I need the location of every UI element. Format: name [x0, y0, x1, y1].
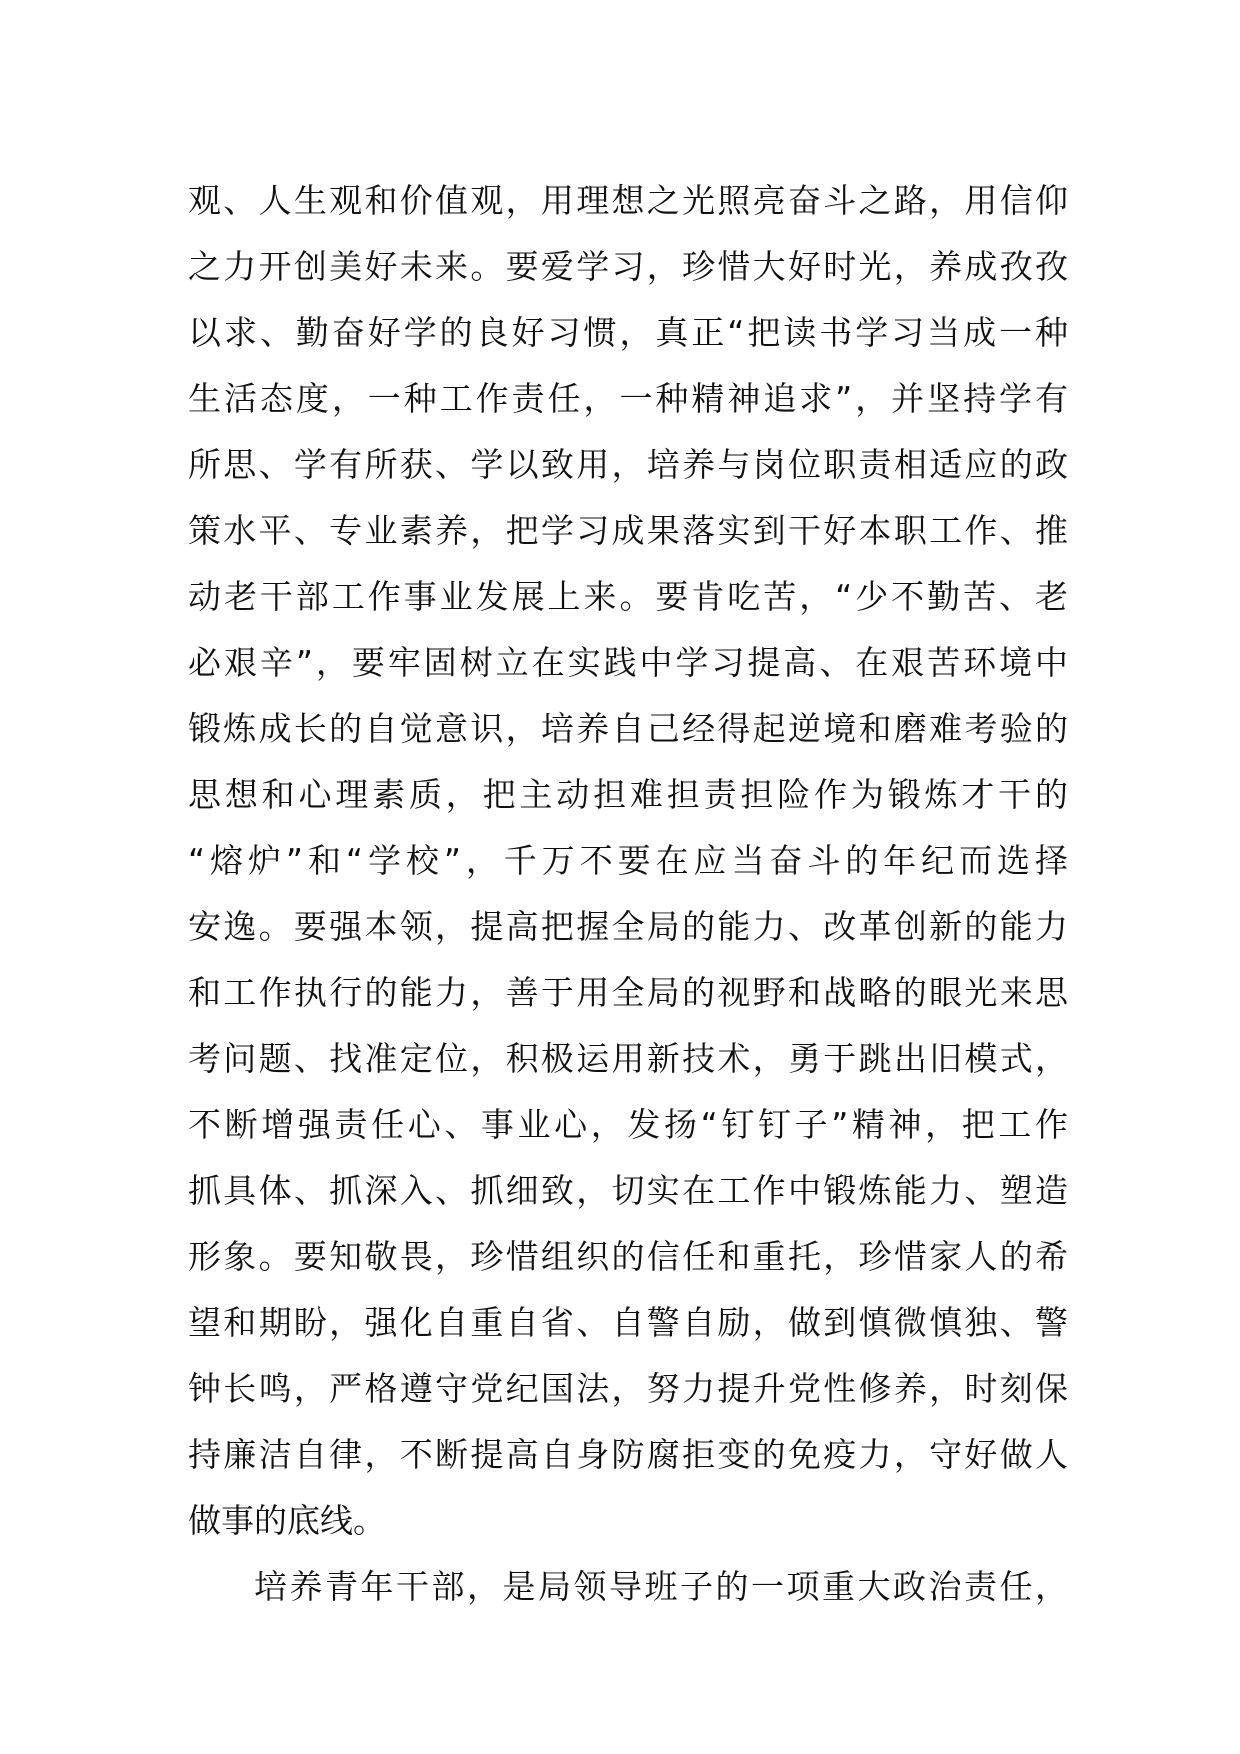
- text-line: 形象。要知敬畏，珍惜组织的信任和重托，珍惜家人的希: [188, 1237, 1068, 1276]
- text-line: 不断增强责任心、事业心，发扬“钉钉子”精神，把工作: [188, 1105, 1068, 1144]
- text-line: 持廉洁自律，不断提高自身防腐拒变的免疫力，守好做人: [188, 1435, 1068, 1474]
- text-line: 所思、学有所获、学以致用，培养与岗位职责相适应的政: [188, 445, 1068, 484]
- text-line: 培养青年干部，是局领导班子的一项重大政治责任，: [254, 1567, 1068, 1606]
- text-line: 望和期盼，强化自重自省、自警自励，做到慎微慎独、警: [188, 1303, 1068, 1342]
- text-line: 之力开创美好未来。要爱学习，珍惜大好时光，养成孜孜: [188, 247, 1068, 286]
- text-line: 做事的底线。: [188, 1501, 386, 1540]
- text-line: 策水平、专业素养，把学习成果落实到干好本职工作、推: [188, 511, 1068, 550]
- text-line: 必艰辛”，要牢固树立在实践中学习提高、在艰苦环境中: [188, 643, 1068, 682]
- text-line: 抓具体、抓深入、抓细致，切实在工作中锻炼能力、塑造: [188, 1171, 1068, 1210]
- text-line: 以求、勤奋好学的良好习惯，真正“把读书学习当成一种: [188, 313, 1068, 352]
- paragraph: [188, 1554, 1068, 1620]
- text-line: 观、人生观和价值观，用理想之光照亮奋斗之路，用信仰: [188, 181, 1068, 220]
- paragraph: [188, 168, 1068, 1554]
- text-line: 钟长鸣，严格遵守党纪国法，努力提升党性修养，时刻保: [188, 1369, 1068, 1408]
- text-line: 考问题、找准定位，积极运用新技术，勇于跳出旧模式，: [188, 1039, 1068, 1078]
- text-line: 和工作执行的能力，善于用全局的视野和战略的眼光来思: [188, 973, 1068, 1012]
- body-text: [188, 168, 1068, 1620]
- text-line: “熔炉”和“学校”，千万不要在应当奋斗的年纪而选择: [188, 841, 1068, 880]
- text-line: 安逸。要强本领，提高把握全局的能力、改革创新的能力: [188, 907, 1068, 946]
- text-line: 生活态度，一种工作责任，一种精神追求”，并坚持学有: [188, 379, 1068, 418]
- text-line: 锻炼成长的自觉意识，培养自己经得起逆境和磨难考验的: [188, 709, 1068, 748]
- text-line: 思想和心理素质，把主动担难担责担险作为锻炼才干的: [188, 775, 1068, 814]
- text-line: 动老干部工作事业发展上来。要肯吃苦，“少不勤苦、老: [188, 577, 1068, 616]
